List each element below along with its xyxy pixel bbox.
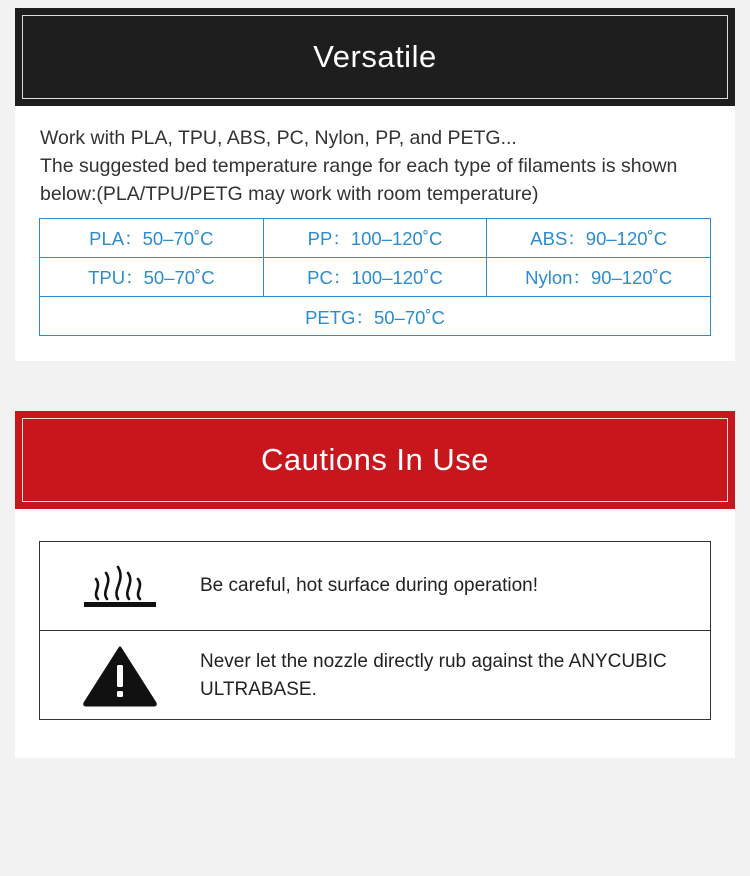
table-cell-petg: PETG：50–70˚C bbox=[305, 306, 445, 328]
banner-frame bbox=[22, 15, 728, 99]
table-cell-abs: ABS：90–120˚C bbox=[486, 219, 710, 257]
table-row bbox=[40, 219, 710, 258]
table-cell-pc: PC：100–120˚C bbox=[263, 258, 487, 296]
table-row bbox=[40, 258, 710, 297]
intro-line-2: The suggested bed temperature range for each type of filaments is shown below:(PLA/TPU/PETG may work with room temperature) bbox=[40, 155, 678, 205]
versatile-intro bbox=[40, 124, 710, 208]
cautions-banner bbox=[15, 411, 735, 509]
versatile-title: Versatile bbox=[313, 39, 437, 74]
table-cell-pp: PP：100–120˚C bbox=[263, 219, 487, 257]
intro-line-1: Work with PLA, TPU, ABS, PC, Nylon, PP, and PETG... bbox=[40, 127, 517, 149]
caution-text-hot-surface: Be careful, hot surface during operation! bbox=[200, 575, 538, 596]
cautions-panel bbox=[15, 411, 735, 758]
caution-text-nozzle: Never let the nozzle directly rub against the ANYCUBIC ULTRABASE. bbox=[200, 650, 667, 700]
table-cell-nylon: Nylon：90–120˚C bbox=[486, 258, 710, 296]
temperature-table bbox=[39, 218, 711, 336]
caution-row-hot-surface bbox=[40, 542, 710, 631]
versatile-banner bbox=[15, 8, 735, 106]
hot-surface-icon bbox=[40, 563, 200, 609]
banner-frame bbox=[22, 418, 728, 502]
table-cell-tpu: TPU：50–70˚C bbox=[88, 267, 215, 288]
cautions-title: Cautions In Use bbox=[260, 442, 490, 477]
table-row bbox=[40, 297, 710, 336]
warning-triangle-icon bbox=[40, 645, 200, 707]
cautions-table bbox=[39, 541, 711, 720]
versatile-panel bbox=[15, 8, 735, 361]
table-cell-pla: PLA：50–70˚C bbox=[89, 228, 214, 249]
caution-row-nozzle bbox=[40, 631, 710, 720]
